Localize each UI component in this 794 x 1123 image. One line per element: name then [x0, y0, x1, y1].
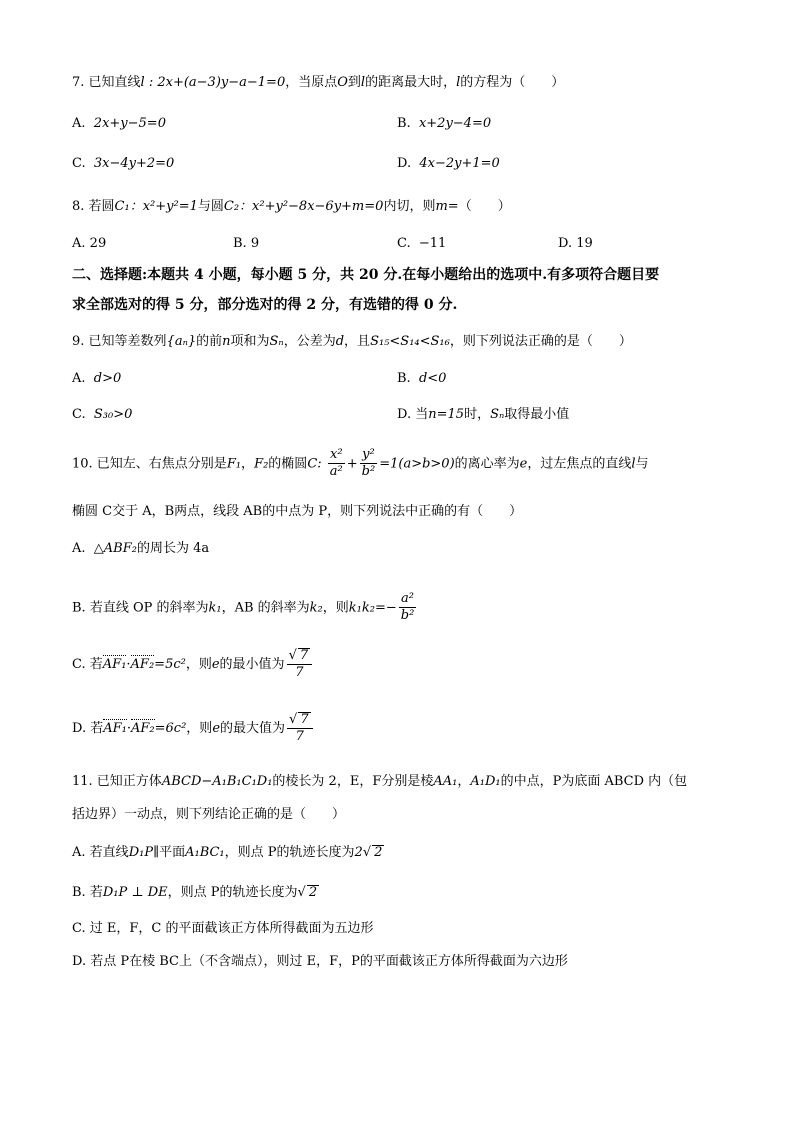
dot-product: · [126, 720, 132, 736]
sqrt-radicand: 2 [374, 845, 383, 860]
q9-stem-text-f: ，则下列说法正确的是（ ） [449, 334, 632, 349]
option-label: C. [72, 921, 86, 936]
q10-option-d [72, 712, 315, 745]
q7-line-l: l [360, 75, 366, 90]
q7-line-equation: l : 2x+(a−3)y−a−1=0 [140, 75, 286, 90]
option-math-2: A₁BC₁ [185, 845, 225, 860]
option-text: 29 [89, 236, 107, 251]
q8-stem [72, 200, 511, 213]
option-text: 若 [89, 885, 103, 900]
option-text: 若 [90, 720, 104, 736]
q9-stem-text-e: ，且 [344, 334, 371, 349]
vector-af1: AF₁ [103, 720, 127, 736]
option-label: B. [233, 236, 247, 251]
q7-option-c [72, 157, 174, 170]
fraction-numerator [287, 648, 313, 665]
q8-m: m= [435, 199, 459, 214]
option-label: B. [72, 885, 86, 900]
q9-option-a [72, 372, 121, 385]
q9-stem [72, 335, 632, 348]
q11-stem-text-c: 的中点，P为底面 ABCD 内（包 [500, 774, 688, 789]
option-text-tail: 的最大值为 [220, 720, 286, 736]
q10-ellipse-c: C: [307, 456, 322, 472]
option-text: 19 [576, 236, 593, 251]
q9-option-b [397, 372, 446, 385]
q9-option-d [397, 408, 569, 421]
option-coefficient: 2 [354, 845, 363, 860]
option-k1k2: k₁k₂=− [348, 600, 397, 616]
q11-stem-text-b: 的棱长为 2，E，F分别是棱 [272, 774, 434, 789]
option-label: A. [72, 371, 86, 386]
q9-d: d [335, 334, 345, 349]
vector-af1: AF₁ [102, 656, 127, 672]
q8-stem-text: 8. 若圆 [72, 199, 115, 214]
sqrt-sign: √ [362, 845, 372, 860]
option-math: d>0 [93, 371, 122, 386]
q10-sep: ， [241, 456, 255, 472]
q11-stem-line2: 括边界）一动点，则下列结论正确的是（ ） [72, 807, 346, 822]
q7-stem [72, 76, 564, 89]
option-fraction [399, 592, 417, 624]
q10-option-a [72, 542, 209, 555]
fraction-denominator: 7 [295, 665, 304, 681]
q11-option-b [72, 885, 319, 899]
q10-stem-line2: 椭圆 C交于 A，B两点，线段 AB的中点为 P，则下列说法中正确的有（ ） [72, 504, 523, 519]
fraction-numerator: a² [399, 592, 416, 608]
sqrt-sign: √ [289, 712, 298, 727]
q10-option-b [72, 592, 418, 624]
q11-stem-text: 11. 已知正方体 [72, 774, 162, 789]
option-math: S₃₀>0 [93, 407, 133, 422]
fraction-numerator [287, 712, 313, 729]
fraction-denominator: 7 [295, 729, 304, 745]
q10-fraction-x [328, 448, 345, 480]
q9-option-c [72, 408, 132, 421]
q7-stem-text-e: 的方程为（ ） [460, 75, 565, 90]
option-k2: k₂ [309, 600, 323, 616]
q9-inequality: S₁₅<S₁₄<S₁₆ [370, 334, 450, 349]
vector-af2: AF₂ [130, 656, 155, 672]
fraction-numerator: x² [328, 448, 345, 464]
q8-circle-c1: C₁：x²+y²=1 [114, 199, 198, 214]
q10-stem [72, 448, 649, 480]
option-label: A. [72, 236, 86, 251]
option-math: D₁P ⊥ DE [102, 885, 168, 900]
option-label: C. [72, 156, 86, 171]
q10-f2: F₂ [254, 456, 269, 472]
q9-stem-text: 9. 已知等差数列 [72, 334, 167, 349]
option-math: =6c² [154, 720, 187, 736]
q9-sn: Sₙ [269, 334, 284, 349]
dot-product: · [126, 656, 131, 672]
option-label: A. [72, 845, 86, 860]
q10-stem-text: 10. 已知左、右焦点分别是 [72, 456, 227, 472]
option-text-post: ，则点 P的轨迹长度为 [167, 885, 298, 900]
q11-edge-a1d1: A₁D₁ [470, 774, 501, 789]
option-label: D. [72, 954, 87, 969]
option-text: 当 [415, 407, 429, 422]
q7-stem-text-c: 到 [347, 75, 361, 90]
fraction-denominator: b² [361, 464, 376, 480]
option-fraction [287, 648, 313, 681]
q9-stem-text-d: ，公差为 [283, 334, 336, 349]
option-label: C. [72, 656, 86, 672]
option-math: △ABF₂ [93, 541, 137, 556]
option-text-mid: ∥平面 [153, 845, 186, 860]
option-math: d<0 [418, 371, 447, 386]
option-label: D. [397, 407, 412, 422]
option-math: 2x+y−5=0 [93, 116, 166, 131]
option-text: 若直线 OP 的斜率为 [89, 600, 209, 616]
q7-stem-text: 7. 已知直线 [72, 75, 141, 90]
q8-stem-text-c: 内切，则 [383, 199, 436, 214]
sqrt-radicand: 7 [299, 648, 309, 663]
fraction-numerator: y² [360, 448, 377, 464]
fraction-denominator: b² [400, 608, 415, 624]
q9-n: n [222, 334, 231, 349]
option-text-mid: ，AB 的斜率为 [221, 600, 310, 616]
q11-option-a [72, 845, 384, 859]
option-math: D₁P [128, 845, 154, 860]
q10-fraction-y [360, 448, 378, 480]
option-label: C. [397, 236, 411, 251]
q8-option-a [72, 237, 106, 250]
q8-circle-c2: C₂：x²+y²−8x−6y+m=0 [223, 199, 384, 214]
q9-stem-text-c: 项和为 [230, 334, 270, 349]
q11-option-c [72, 922, 374, 935]
q8-stem-text-b: 与圆 [197, 199, 224, 214]
option-label: B. [397, 371, 411, 386]
option-text: 过 E，F，C 的平面截该正方体所得截面为五边形 [89, 921, 374, 936]
q10-option-c [72, 648, 314, 681]
q8-option-b [233, 237, 259, 250]
option-label: C. [72, 407, 86, 422]
section-heading-line1: 二、选择题:本题共 4 小题，每小题 5 分，共 20 分.在每小题给出的选项中.有多项符合题目要 [72, 267, 660, 283]
q10-e: e [519, 456, 528, 472]
section-heading-line2: 求全部选对的得 5 分，部分选对的得 2 分，有选错的得 0 分. [72, 297, 458, 313]
sqrt-radicand: 7 [300, 712, 309, 727]
option-text-post: ，则 [322, 600, 349, 616]
option-text: 若 [89, 656, 103, 672]
q10-stem-text-d: ，过左焦点的直线 [527, 456, 632, 472]
q11-edge-aa1: AA₁ [433, 774, 458, 789]
option-math: x+2y−4=0 [418, 116, 492, 131]
option-k1: k₁ [208, 600, 222, 616]
q7-option-b [397, 117, 491, 130]
option-label: D. [397, 156, 412, 171]
fraction-denominator: a² [329, 464, 343, 480]
vector-af2: AF₂ [131, 720, 155, 736]
option-label: A. [72, 116, 86, 131]
q8-stem-text-d: （ ） [458, 199, 511, 214]
option-text-tail: 的最小值为 [219, 656, 285, 672]
sqrt-sign: √ [297, 885, 306, 900]
option-text-post: 取得最小值 [504, 407, 570, 422]
option-label: A. [72, 541, 86, 556]
q10-line-l: l [631, 456, 636, 472]
sqrt-radicand: 2 [308, 885, 318, 900]
q7-stem-text-b: ，当原点 [285, 75, 338, 90]
q7-stem-text-d: 的距离最大时， [365, 75, 457, 90]
option-math-2: Sₙ [490, 407, 505, 422]
option-text-post: ，则 [185, 656, 212, 672]
option-fraction [287, 712, 313, 745]
option-math: n=15 [428, 407, 465, 422]
sqrt-sign: √ [288, 648, 297, 663]
option-math: =5c² [154, 656, 186, 672]
option-label: B. [72, 600, 86, 616]
q8-option-d [558, 237, 593, 250]
q11-option-d [72, 955, 568, 968]
q10-stem-text-b: 的椭圆 [268, 456, 308, 472]
q8-option-c [397, 237, 446, 250]
option-text: 若直线 [89, 845, 129, 860]
q9-sequence: {aₙ} [166, 334, 197, 349]
q7-origin: O [337, 75, 348, 90]
option-label: D. [558, 236, 573, 251]
option-text-post: ，则点 P的轨迹长度为 [224, 845, 355, 860]
q11-sep: ， [457, 774, 471, 789]
q7-line-l-2: l [456, 75, 461, 90]
option-label: B. [397, 116, 411, 131]
option-e: e [211, 656, 220, 672]
option-e: e [212, 720, 221, 736]
option-text: 9 [250, 236, 260, 251]
option-label: D. [72, 720, 87, 736]
option-math: 3x−4y+2=0 [93, 156, 175, 171]
q10-f1: F₁ [226, 456, 242, 472]
q10-stem-text-c: 的离心率为 [454, 456, 520, 472]
q10-plus: + [346, 456, 358, 472]
q9-stem-text-b: 的前 [196, 334, 223, 349]
q7-option-d [397, 157, 500, 170]
option-text-mid: 时， [464, 407, 491, 422]
option-text: 的周长为 4a [136, 541, 210, 556]
option-text: −11 [418, 236, 447, 251]
q11-cube: ABCD−A₁B₁C₁D₁ [161, 774, 273, 789]
q10-condition: =1(a>b>0) [379, 456, 455, 472]
q10-stem-text-e: 与 [635, 456, 649, 472]
option-text: 若点 P在棱 BC上（不含端点），则过 E，F，P的平面截该正方体所得截面为六边形 [90, 954, 568, 969]
option-text-post: ，则 [186, 720, 213, 736]
q7-option-a [72, 117, 166, 130]
q11-stem [72, 775, 687, 788]
option-math: 4x−2y+1=0 [419, 156, 500, 171]
